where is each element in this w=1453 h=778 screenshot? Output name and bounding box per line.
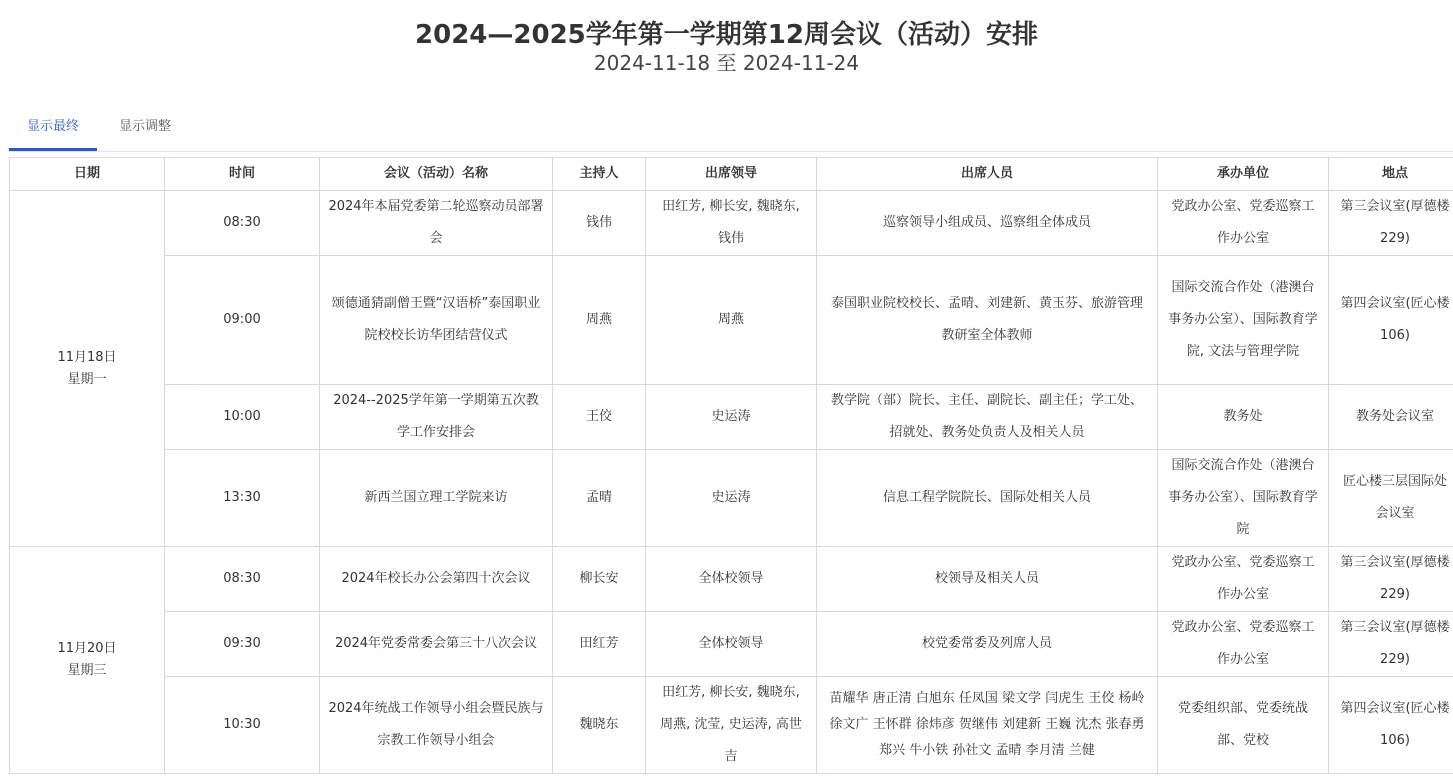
col-header-attendees: 出席人员 [817, 158, 1158, 191]
table-row [10, 677, 1453, 774]
location-cell: 第三会议室(厚德楼229) [1329, 191, 1453, 256]
date-label: 11月20日 [57, 641, 117, 656]
tab-divider [9, 151, 1453, 152]
leaders-cell: 全体校领导 [646, 547, 817, 612]
weekday-label: 星期一 [67, 371, 107, 387]
page-title: 2024—2025学年第一学期第12周会议（活动）安排 [415, 20, 1038, 50]
col-header-host: 主持人 [553, 158, 646, 191]
attendees-cell: 校领导及相关人员 [817, 547, 1158, 612]
location-cell: 第四会议室(匠心楼106) [1329, 677, 1453, 774]
attendees-cell: 校党委常委及列席人员 [817, 612, 1158, 677]
host-cell: 王佼 [553, 385, 646, 450]
time-cell: 10:30 [165, 677, 320, 774]
meeting-name-cell: 2024年校长办公会第四十次会议 [320, 547, 553, 612]
time-cell: 10:00 [165, 385, 320, 450]
table-header-row [10, 158, 1453, 191]
col-header-name: 会议（活动）名称 [320, 158, 553, 191]
location-cell: 第三会议室(厚德楼229) [1329, 547, 1453, 612]
meeting-name-cell: 颂德通猜副僧王暨“汉语桥”泰国职业院校校长访华团结营仪式 [320, 256, 553, 385]
table-row [10, 612, 1453, 677]
col-header-organizer: 承办单位 [1158, 158, 1329, 191]
time-cell: 08:30 [165, 191, 320, 256]
date-cell [10, 547, 165, 774]
organizer-cell: 党政办公室、党委巡察工作办公室 [1158, 191, 1329, 256]
leaders-cell: 田红芳, 柳长安, 魏晓东, 钱伟 [646, 191, 817, 256]
host-cell: 周燕 [553, 256, 646, 385]
location-cell: 教务处会议室 [1329, 385, 1453, 450]
weekday-label: 星期三 [67, 663, 107, 678]
col-header-time: 时间 [165, 158, 320, 191]
attendees-cell: 巡察领导小组成员、巡察组全体成员 [817, 191, 1158, 256]
attendees-cell: 泰国职业院校校长、孟晴、刘建新、黄玉芬、旅游管理教研室全体教师 [817, 256, 1158, 385]
meeting-name-cell: 2024年党委常委会第三十八次会议 [320, 612, 553, 677]
table-row [10, 385, 1453, 450]
host-cell: 柳长安 [553, 547, 646, 612]
col-header-date: 日期 [10, 158, 165, 191]
host-cell: 孟晴 [553, 450, 646, 547]
time-cell: 09:00 [165, 256, 320, 385]
meeting-name-cell: 2024--2025学年第一学期第五次教学工作安排会 [320, 385, 553, 450]
table-row [10, 450, 1453, 547]
organizer-cell: 教务处 [1158, 385, 1329, 450]
location-cell: 第四会议室(匠心楼106) [1329, 256, 1453, 385]
organizer-cell: 国际交流合作处（港澳台事务办公室）、国际教育学院, 文法与管理学院 [1158, 256, 1329, 385]
organizer-cell: 党政办公室、党委巡察工作办公室 [1158, 547, 1329, 612]
tab-show-adjusted[interactable]: 显示调整 [118, 119, 171, 134]
organizer-cell: 国际交流合作处（港澳台事务办公室）、国际教育学院 [1158, 450, 1329, 547]
tab-bar [9, 110, 1453, 150]
date-range: 2024-11-18 至 2024-11-24 [593, 51, 860, 75]
meeting-name-cell: 新西兰国立理工学院来访 [320, 450, 553, 547]
host-cell: 魏晓东 [553, 677, 646, 774]
col-header-leaders: 出席领导 [646, 158, 817, 191]
tab-show-final[interactable]: 显示最终 [9, 110, 97, 151]
col-header-location: 地点 [1329, 158, 1453, 191]
time-cell: 13:30 [165, 450, 320, 547]
leaders-cell: 田红芳, 柳长安, 魏晓东, 周燕, 沈莹, 史运涛, 高世吉 [646, 677, 817, 774]
date-label: 11月18日 [57, 349, 117, 365]
meeting-name-cell: 2024年本届党委第二轮巡察动员部署会 [320, 191, 553, 256]
leaders-cell: 史运涛 [646, 450, 817, 547]
leaders-cell: 全体校领导 [646, 612, 817, 677]
time-cell: 08:30 [165, 547, 320, 612]
schedule-table [9, 157, 1453, 774]
table-row [10, 547, 1453, 612]
location-cell: 匠心楼三层国际处会议室 [1329, 450, 1453, 547]
table-row [10, 256, 1453, 385]
host-cell: 田红芳 [553, 612, 646, 677]
meeting-name-cell: 2024年统战工作领导小组会暨民族与宗教工作领导小组会 [320, 677, 553, 774]
leaders-cell: 周燕 [646, 256, 817, 385]
leaders-cell: 史运涛 [646, 385, 817, 450]
organizer-cell: 党政办公室、党委巡察工作办公室 [1158, 612, 1329, 677]
time-cell: 09:30 [165, 612, 320, 677]
attendees-cell: 教学院（部）院长、主任、副院长、副主任；学工处、招就处、教务处负责人及相关人员 [817, 385, 1158, 450]
date-cell [10, 191, 165, 547]
attendees-cell: 信息工程学院院长、国际处相关人员 [817, 450, 1158, 547]
host-cell: 钱伟 [553, 191, 646, 256]
location-cell: 第三会议室(厚德楼229) [1329, 612, 1453, 677]
attendees-cell: 苗耀华 唐正清 白旭东 任凤国 梁文学 闫虎生 王佼 杨岭 徐文广 王怀群 徐炜彦 贺继伟 刘建新 王巍 沈杰 张春勇 郑兴 牛小铁 孙社文 孟晴 李月清 兰健 [817, 677, 1158, 774]
organizer-cell: 党委组织部、党委统战部、党校 [1158, 677, 1329, 774]
table-row [10, 191, 1453, 256]
